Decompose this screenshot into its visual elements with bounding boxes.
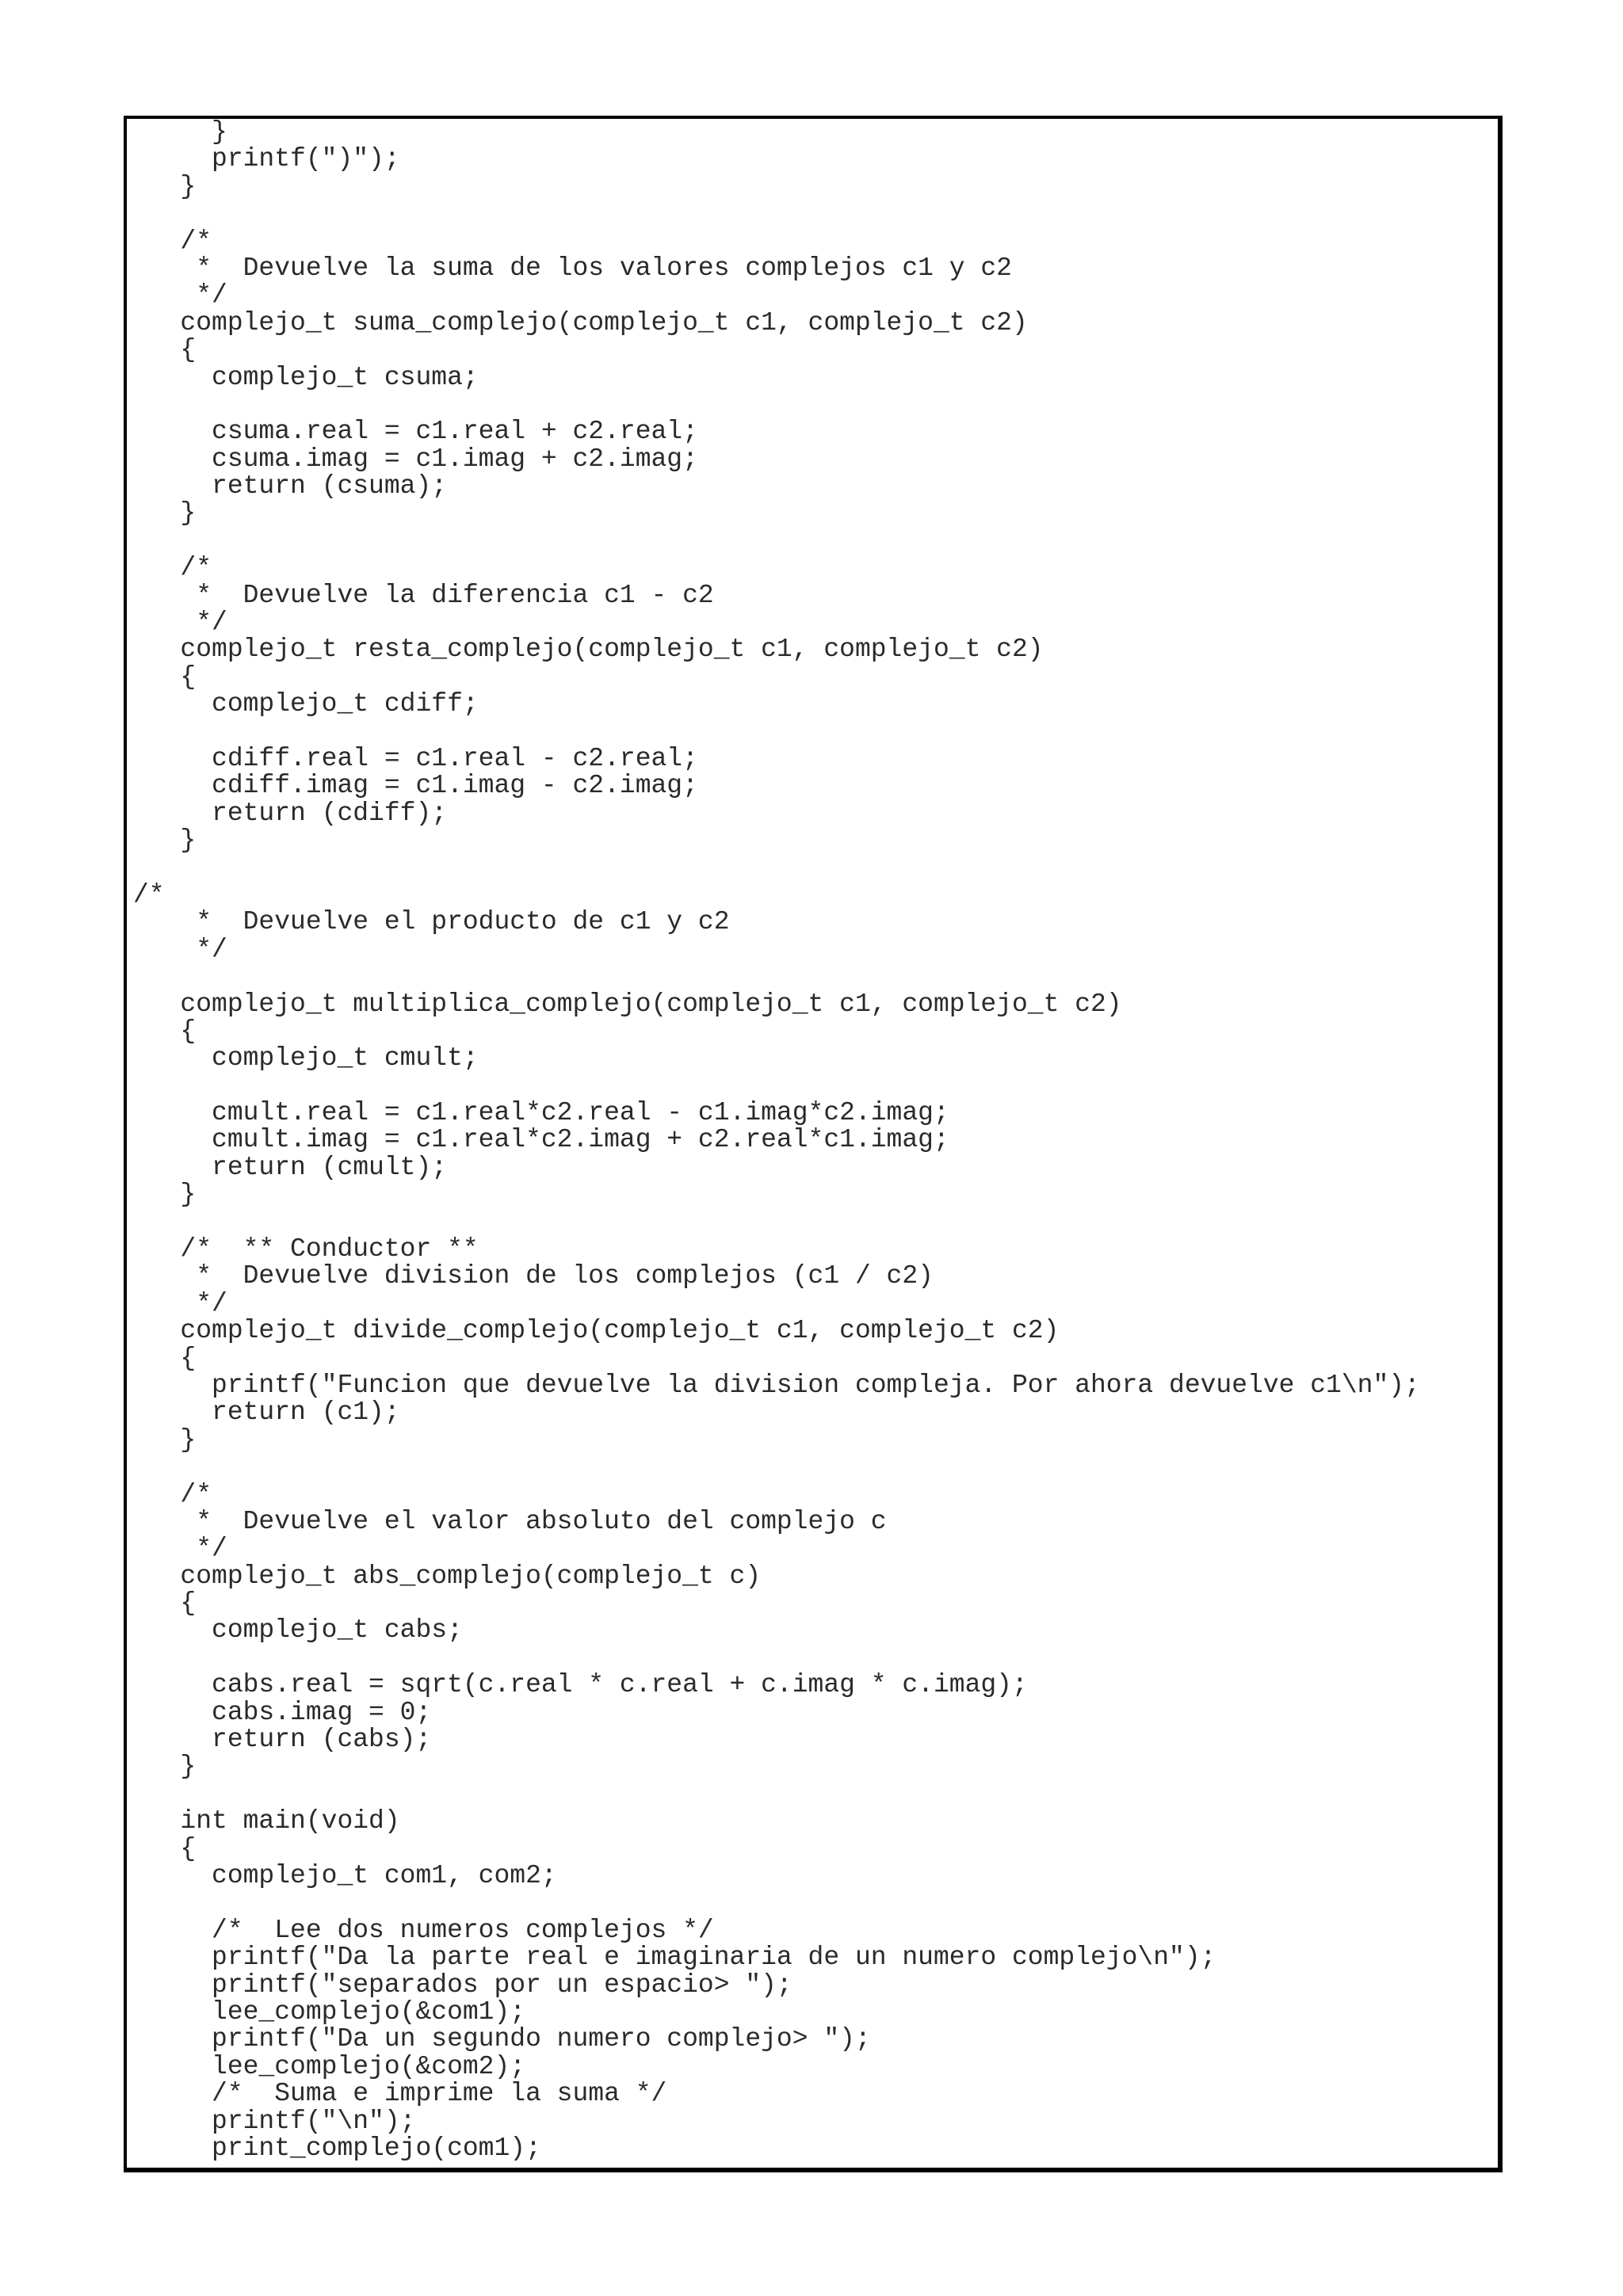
- code-line: return (cabs);: [133, 1725, 432, 1755]
- code-line: complejo_t cmult;: [133, 1043, 479, 1074]
- code-line: }: [133, 498, 197, 528]
- code-line: }: [133, 117, 227, 147]
- code-line: * Devuelve division de los complejos (c1 / c2): [133, 1261, 934, 1291]
- code-line: {: [133, 662, 197, 692]
- code-line: return (csuma);: [133, 471, 448, 502]
- code-line: */: [133, 1288, 227, 1318]
- code-line: [133, 391, 1420, 418]
- code-line: /*: [133, 553, 212, 583]
- code-line: [133, 528, 1420, 555]
- code-line: [133, 1209, 1420, 1236]
- code-line: /*: [133, 879, 165, 910]
- code-line: complejo_t resta_complejo(complejo_t c1, complejo_t c2): [133, 635, 1044, 665]
- code-line: return (cdiff);: [133, 798, 448, 828]
- code-line: printf("\n");: [133, 2106, 416, 2136]
- code-line: }: [133, 171, 197, 201]
- code-line: */: [133, 934, 227, 964]
- code-line: int main(void): [133, 1806, 400, 1836]
- code-line: {: [133, 1589, 197, 1619]
- code-line: /*: [133, 226, 212, 256]
- code-line: cabs.real = sqrt(c.real * c.real + c.imag * c.imag);: [133, 1670, 1028, 1700]
- code-line: * Devuelve el producto de c1 y c2: [133, 907, 730, 937]
- code-line: */: [133, 280, 227, 311]
- code-line: /*: [133, 1479, 212, 1509]
- code-line: lee_complejo(&com2);: [133, 2051, 526, 2081]
- code-line: printf("Funcion que devuelve la division compleja. Por ahora devuelve c1\n");: [133, 1370, 1420, 1400]
- code-line: {: [133, 335, 197, 365]
- code-line: * Devuelve el valor absoluto del complejo c: [133, 1506, 887, 1536]
- code-line: cabs.imag = 0;: [133, 1697, 432, 1727]
- code-line: complejo_t abs_complejo(complejo_t c): [133, 1561, 762, 1591]
- code-line: complejo_t com1, com2;: [133, 1861, 557, 1890]
- code-line: return (cmult);: [133, 1152, 448, 1182]
- code-line: * Devuelve la diferencia c1 - c2: [133, 580, 714, 610]
- code-line: csuma.real = c1.real + c2.real;: [133, 417, 698, 447]
- code-line: [133, 963, 1420, 990]
- code-line: }: [133, 1752, 197, 1782]
- code-line: [133, 200, 1420, 227]
- code-line: printf("Da la parte real e imaginaria de un numero complejo\n");: [133, 1943, 1216, 1973]
- code-line: /* Suma e imprime la suma */: [133, 2079, 667, 2109]
- code-line: cdiff.real = c1.real - c2.real;: [133, 743, 698, 773]
- code-line: }: [133, 1180, 197, 1210]
- code-line: [133, 1890, 1420, 1917]
- code-line: {: [133, 1833, 197, 1863]
- code-line: [133, 719, 1420, 746]
- code-line: cmult.real = c1.real*c2.real - c1.imag*c2.imag;: [133, 1098, 949, 1128]
- code-line: print_complejo(com1);: [133, 2133, 541, 2163]
- code-line: complejo_t csuma;: [133, 362, 479, 392]
- code-line: cdiff.imag = c1.imag - c2.imag;: [133, 771, 698, 801]
- code-line: cmult.imag = c1.real*c2.imag + c2.real*c1.imag;: [133, 1125, 949, 1155]
- code-line: */: [133, 1534, 227, 1564]
- code-line: }: [133, 826, 197, 856]
- code-line: complejo_t cdiff;: [133, 689, 479, 719]
- code-line: complejo_t divide_complejo(complejo_t c1, complejo_t c2): [133, 1316, 1060, 1346]
- code-line: * Devuelve la suma de los valores complejos c1 y c2: [133, 253, 1012, 283]
- code-line: {: [133, 1016, 197, 1046]
- code-line: /* ** Conductor **: [133, 1234, 479, 1264]
- code-line: [133, 1073, 1420, 1100]
- code-line: /* Lee dos numeros complejos */: [133, 1915, 714, 1945]
- code-line: */: [133, 608, 227, 638]
- code-line: [133, 1454, 1420, 1481]
- code-line: }: [133, 1425, 197, 1455]
- code-line: complejo_t suma_complejo(complejo_t c1, complejo_t c2): [133, 307, 1028, 338]
- code-line: [133, 855, 1420, 882]
- code-line: {: [133, 1343, 197, 1373]
- code-line: printf(")");: [133, 144, 400, 174]
- code-line: return (c1);: [133, 1398, 400, 1428]
- code-line: complejo_t multiplica_complejo(complejo_t c1, complejo_t c2): [133, 989, 1122, 1019]
- code-line: complejo_t cabs;: [133, 1615, 463, 1646]
- code-line: lee_complejo(&com1);: [133, 1997, 526, 2027]
- code-line: [133, 1645, 1420, 1672]
- code-line: [133, 1781, 1420, 1808]
- code-listing: [133, 119, 1420, 2162]
- code-line: csuma.imag = c1.imag + c2.imag;: [133, 444, 698, 474]
- code-line: printf("Da un segundo numero complejo> ");: [133, 2024, 871, 2054]
- code-line: printf("separados por un espacio> ");: [133, 1970, 792, 2000]
